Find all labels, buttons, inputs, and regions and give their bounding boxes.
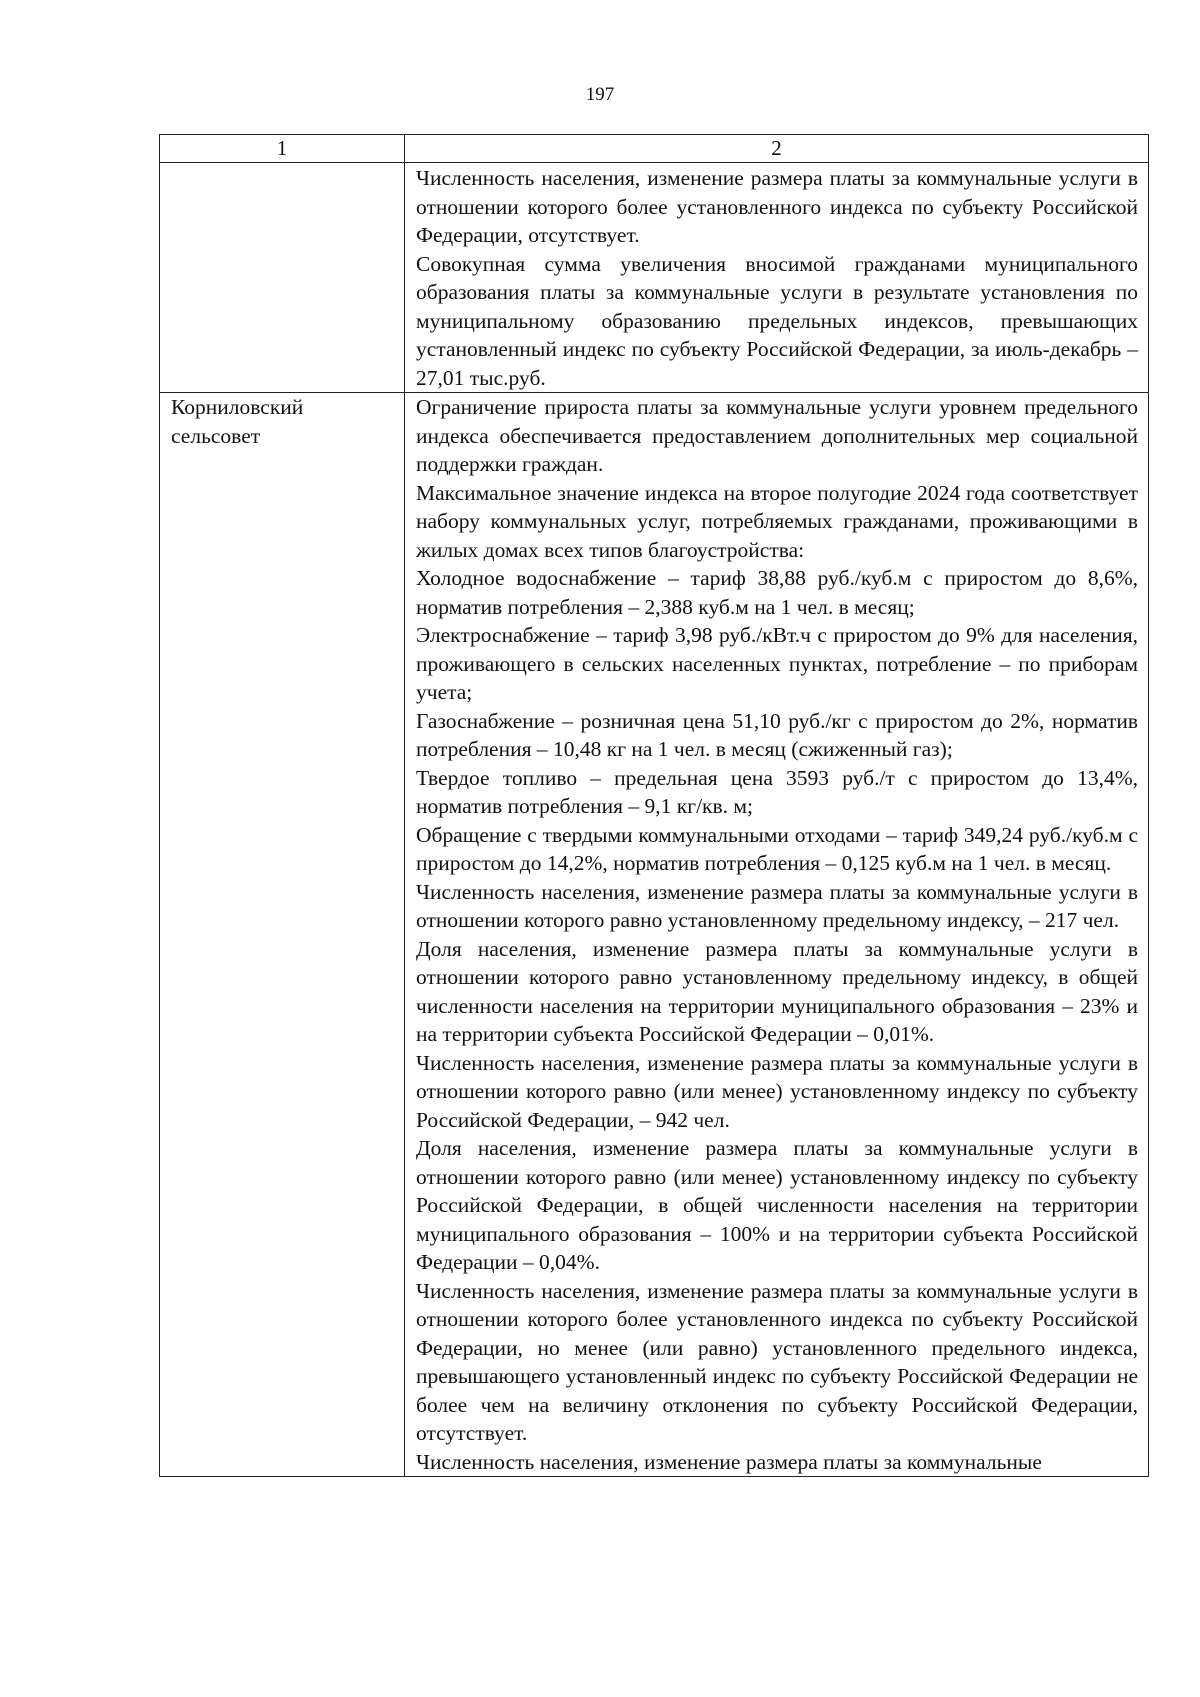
paragraph: Совокупная сумма увеличения вносимой гражданами муниципального образования платы за коммунальные услуги в результате установления по муниципальному образованию предельных индексов, превышающих установленный индекс по субъекту Российской Федерации, за июль-декабрь – 27,01 тыс.руб. (416, 251, 1138, 390)
paragraph: Численность населения, изменение размера платы за коммунальные услуги в отношении которого равно установленному предельному индексу, – 217 чел. (416, 879, 1138, 932)
paragraph: Ограничение прироста платы за коммунальные услуги уровнем предельного индекса обеспечивается предоставлением дополнительных мер социальной поддержки граждан. (416, 395, 1138, 476)
column-2-header: 2 (405, 135, 1149, 163)
paragraph: Максимальное значение индекса на второе полугодие 2024 года соответствует набору коммунальных услуг, потребляемых гражданами, проживающими в жилых домах всех типов благоустройства: (416, 480, 1138, 562)
paragraph: Обращение с твердыми коммунальными отходами – тариф 349,24 руб./куб.м с приростом до 14,2%, норматив потребления – 0,125 куб.м на 1 чел. в месяц. (416, 822, 1138, 875)
table-row (160, 393, 1149, 1477)
paragraph: Доля населения, изменение размера платы за коммунальные услуги в отношении которого равно установленному предельному индексу, в общей численности населения на территории муниципального образования – 23% и на территории субъекта Российской Федерации – 0,01%. (416, 936, 1138, 1046)
table-row (160, 163, 1149, 393)
page-number: 197 (585, 84, 615, 105)
paragraph: Численность населения, изменение размера платы за коммунальные услуги в отношении которого равно (или менее) установленному индексу по субъекту Российской Федерации, – 942 чел. (416, 1050, 1138, 1132)
paragraph: Газоснабжение – розничная цена 51,10 руб./кг с приростом до 2%, норматив потребления – 10,48 кг на 1 чел. в месяц (сжиженный газ); (416, 708, 1138, 761)
municipality-cell: Корниловский сельсовет (160, 393, 405, 1477)
paragraph: Холодное водоснабжение – тариф 38,88 руб./куб.м с приростом до 8,6%, норматив потребления – 2,388 куб.м на 1 чел. в месяц; (416, 566, 1138, 619)
paragraph: Численность населения, изменение размера платы за коммунальные услуги в отношении которого более установленного индекса по субъекту Российской Федерации, отсутствует. (416, 166, 1138, 247)
municipality-cell (160, 163, 405, 393)
table-header-row (160, 135, 1149, 163)
paragraph: Твердое топливо – предельная цена 3593 руб./т с приростом до 13,4%, норматив потребления – 9,1 кг/кв. м; (416, 765, 1138, 818)
paragraph: Доля населения, изменение размера платы за коммунальные услуги в отношении которого равно (или менее) установленному индексу по субъекту Российской Федерации, в общей численности населения на территории муниципального образования – 100% и на территории субъекта Российской Федерации – 0,04%. (416, 1136, 1138, 1274)
column-1-header: 1 (160, 135, 405, 163)
description-cell (405, 393, 1149, 1477)
description-cell (405, 163, 1149, 393)
paragraph: Численность населения, изменение размера платы за коммунальные (416, 1449, 1042, 1474)
paragraph: Электроснабжение – тариф 3,98 руб./кВт.ч с приростом до 9% для населения, проживающего в сельских населенных пунктах, потребление – по приборам учета; (416, 623, 1138, 704)
municipality-table (159, 134, 1149, 1477)
paragraph: Численность населения, изменение размера платы за коммунальные услуги в отношении которого более установленного индекса по субъекту Российской Федерации, но менее (или равно) установленного предельного индекса, превышающего установленный индекс по субъекту Российской Федерации не более чем на величину отклонения по субъекту Российской Федерации, отсутствует. (416, 1278, 1138, 1445)
